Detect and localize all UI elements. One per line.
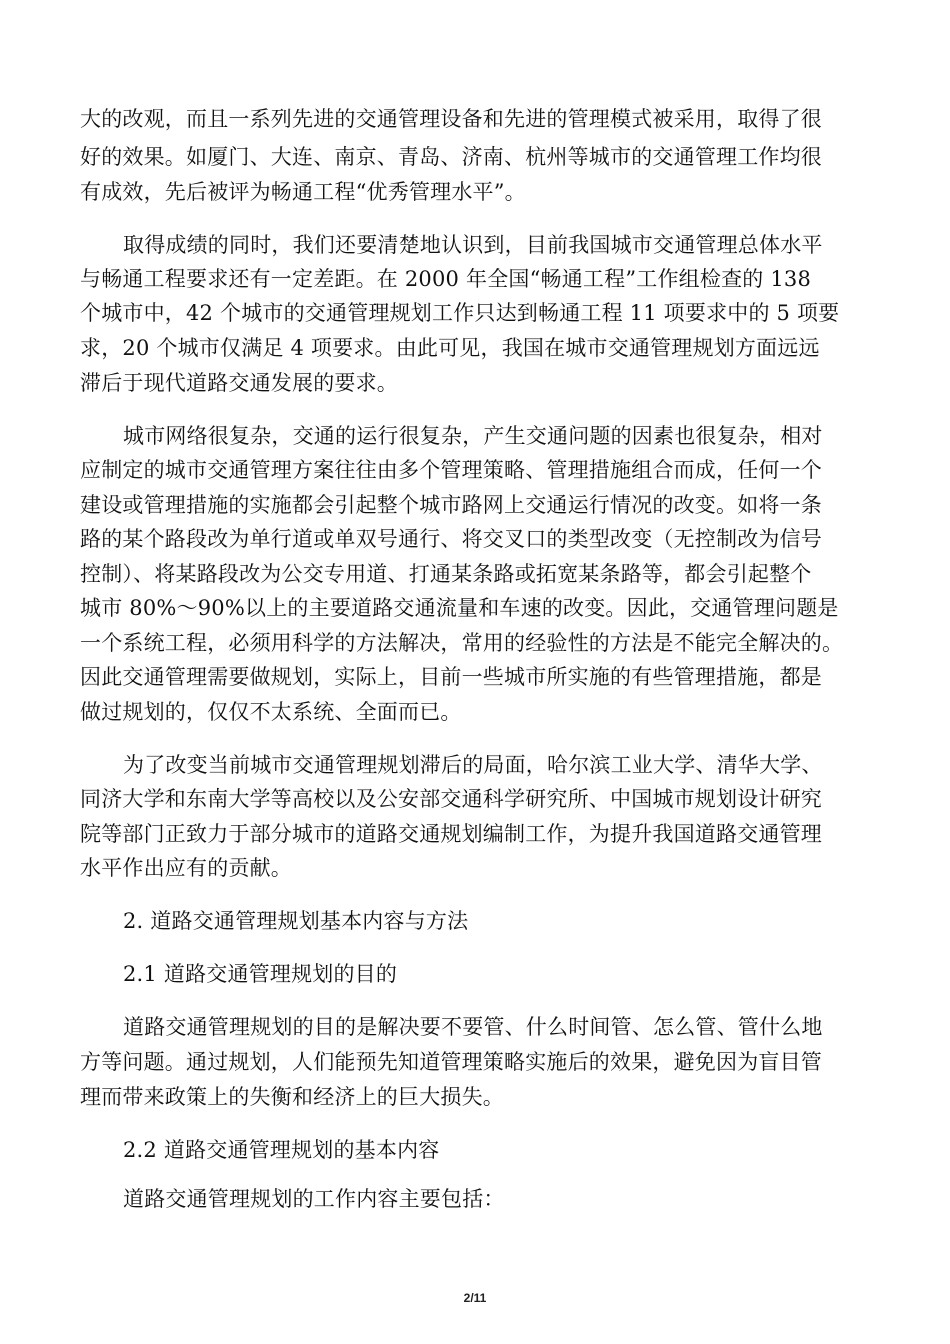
paragraph-2-line-2: 与畅通工程要求还有一定差距。在 2000 年全国“畅通工程”工作组检查的 138 (80, 267, 812, 291)
paragraph-3-line-8: 因此交通管理需要做规划，实际上，目前一些城市所实施的有些管理措施，都是 (80, 665, 822, 689)
paragraph-4-line-3: 院等部门正致力于部分城市的道路交通规划编制工作，为提升我国道路交通管理 (80, 822, 822, 846)
paragraph-5-line-3: 理而带来政策上的失衡和经济上的巨大损失。 (80, 1085, 504, 1109)
paragraph-5-line-1: 道路交通管理规划的目的是解决要不要管、什么时间管、怎么管、管什么地 (123, 1015, 823, 1039)
paragraph-5-line-2: 方等问题。通过规划，人们能预先知道管理策略实施后的效果，避免因为盲目管 (80, 1050, 822, 1074)
paragraph-1-line-2: 好的效果。如厦门、大连、南京、青岛、济南、杭州等城市的交通管理工作均很 (80, 145, 822, 169)
paragraph-1-line-1: 大的改观，而且一系列先进的交通管理设备和先进的管理模式被采用，取得了很 (80, 107, 822, 131)
page-number: 2/11 (463, 1291, 487, 1305)
paragraph-2-line-1: 取得成绩的同时，我们还要清楚地认识到，目前我国城市交通管理总体水平 (123, 233, 823, 257)
paragraph-4-line-2: 同济大学和东南大学等高校以及公安部交通科学研究所、中国城市规划设计研究 (80, 787, 822, 811)
paragraph-3-line-3: 建设或管理措施的实施都会引起整个城市路网上交通运行情况的改变。如将一条 (80, 493, 822, 517)
subsection-heading-2-2: 2.2 道路交通管理规划的基本内容 (123, 1138, 440, 1162)
paragraph-3-line-9: 做过规划的，仅仅不太系统、全面而已。 (80, 700, 462, 724)
paragraph-3-line-4: 路的某个路段改为单行道或单双号通行、将交叉口的类型改变（无控制改为信号 (80, 527, 822, 551)
paragraph-3-line-5: 控制）、将某路段改为公交专用道、打通某条路或拓宽某条路等，都会引起整个 (80, 562, 812, 586)
paragraph-3-line-2: 应制定的城市交通管理方案往往由多个管理策略、管理措施组合而成，任何一个 (80, 458, 822, 482)
paragraph-4-line-1: 为了改变当前城市交通管理规划滞后的局面，哈尔滨工业大学、清华大学、 (123, 753, 823, 777)
paragraph-4-line-4: 水平作出应有的贡献。 (80, 856, 292, 880)
paragraph-2-line-3: 个城市中，42 个城市的交通管理规划工作只达到畅通工程 11 项要求中的 5 项要 (80, 301, 840, 325)
paragraph-3-line-1: 城市网络很复杂，交通的运行很复杂，产生交通问题的因素也很复杂，相对 (123, 424, 823, 448)
paragraph-3-line-7: 一个系统工程，必须用科学的方法解决，常用的经验性的方法是不能完全解决的。 (80, 631, 844, 655)
paragraph-2-line-4: 求，20 个城市仅满足 4 项要求。由此可见，我国在城市交通管理规划方面远远 (80, 336, 820, 360)
paragraph-1-line-3: 有成效，先后被评为畅通工程“优秀管理水平”。 (80, 180, 526, 204)
paragraph-3-line-6: 城市 80%～90%以上的主要道路交通流量和车速的改变。因此，交通管理问题是 (80, 596, 839, 620)
subsection-heading-2-1: 2.1 道路交通管理规划的目的 (123, 962, 398, 986)
section-heading-2: 2. 道路交通管理规划基本内容与方法 (123, 909, 469, 933)
paragraph-6-line-1: 道路交通管理规划的工作内容主要包括： (123, 1187, 505, 1211)
paragraph-2-line-5: 滞后于现代道路交通发展的要求。 (80, 371, 398, 395)
